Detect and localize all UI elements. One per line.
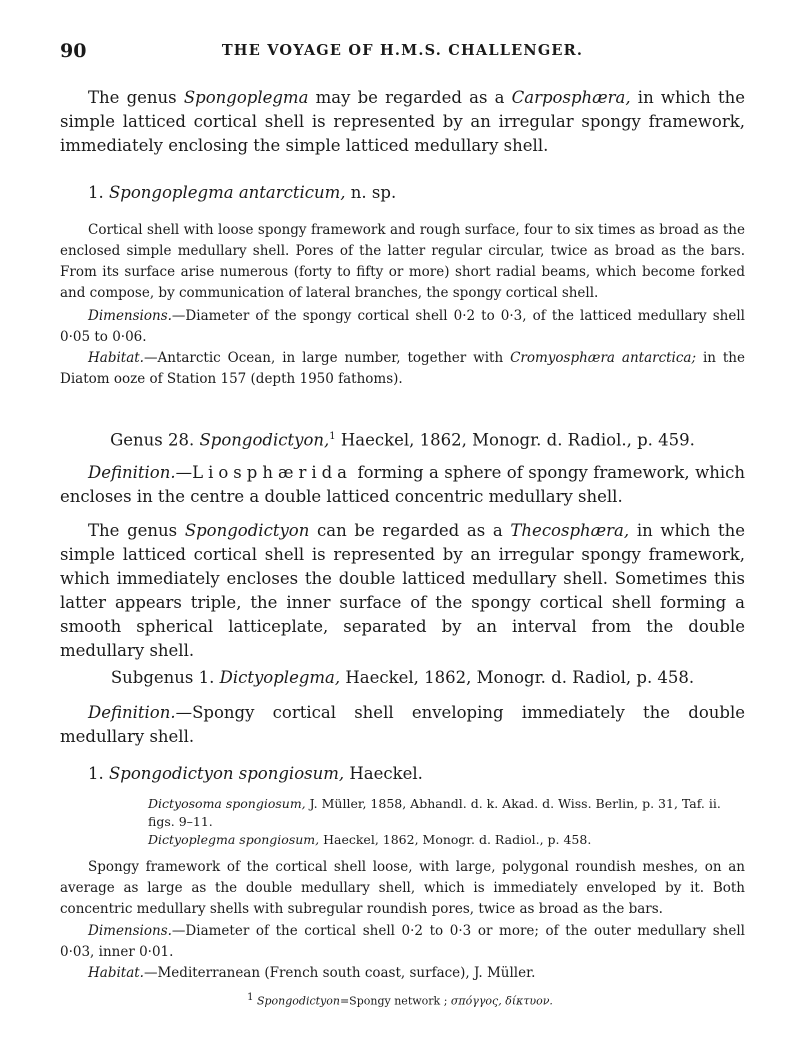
species-2-habitat: Habitat.—Mediterranean (French south coast, surface), J. Müller.: [88, 965, 536, 981]
page-number: 90: [60, 40, 87, 62]
footnote: $^1$ Spongodictyon=Spongy network ; σπόγγος, δίκτυον.: [247, 992, 553, 1008]
running-title: THE VOYAGE OF H.M.S. CHALLENGER.: [221, 42, 584, 59]
synonymy-reference-2: Dictyoplegma spongiosum, Haeckel, 1862, Monogr. d. Radiol., p. 458.: [148, 832, 592, 847]
species-2-dimensions: Dimensions.—Diameter of the cortical shell 0·2 to 0·3 or more; of the outer medullary shell 0·03, inner 0·01.: [60, 923, 745, 960]
page-header: [60, 40, 745, 64]
intro-paragraph: The genus Spongoplegma may be regarded as a Carposphæra, in which the simple latticed cortical shell is represented by an irregular spongy framework, immediately enclosing the simple latticed medullary shell.: [60, 88, 746, 155]
genus-heading: Genus 28. Spongodictyon,$^1$ Haeckel, 1862, Monogr. d. Radiol., p. 459.: [110, 430, 695, 450]
species-1-dimensions: Dimensions.—Diameter of the spongy cortical shell 0·2 to 0·3, of the latticed medullary shell 0·05 to 0·06.: [60, 308, 745, 345]
subgenus-definition: Definition.—Spongy cortical shell enveloping immediately the double medullary shell.: [60, 703, 745, 746]
synonymy-reference-1: Dictyosoma spongiosum, J. Müller, 1858, Abhandl. d. k. Akad. d. Wiss. Berlin, p. 31, Taf. ii. figs. 9–11.: [148, 796, 721, 829]
species-1-habitat: Habitat.—Antarctic Ocean, in large number, together with Cromyosphæra antarctica; in the Diatom ooze of Station 157 (depth 1950 fathoms).: [60, 350, 745, 387]
subgenus-heading: Subgenus 1. Dictyoplegma, Haeckel, 1862, Monogr. d. Radiol, p. 458.: [110, 668, 695, 687]
genus-definition: Definition.—Liosphærida forming a sphere of spongy framework, which encloses in the centre a double latticed concentric medullary shell.: [60, 463, 745, 506]
species-1-description: Cortical shell with loose spongy framework and rough surface, four to six times as broad as the enclosed simple medullary shell. Pores of the latter regular circular, twice as broad as the bars. From its surface arise numerous (forty to fifty or more) short radial beams, which become forked and compose, by communication of lateral branches, the spongy cortical shell.: [60, 222, 745, 301]
species-heading-1: 1. Spongoplegma antarcticum, n. sp.: [88, 183, 397, 202]
genus-paragraph: The genus Spongodictyon can be regarded as a Thecosphæra, in which the simple latticed cortical shell is represented by an irregular spongy framework, which immediately encloses the double latticed medullary shell. Sometimes this latter appears triple, the inner surface of the spongy cortical shell forming a smooth spherical latticeplate, separated by an interval from the double medullary shell.: [60, 521, 745, 660]
species-2-description: Spongy framework of the cortical shell loose, with large, polygonal roundish meshes, on an average as large as the double medullary shell, which is immediately enveloped by it. Both concentric medullary shells with subregular roundish pores, twice as broad as the bars.: [60, 859, 745, 917]
species-heading-2: 1. Spongodictyon spongiosum, Haeckel.: [88, 764, 423, 783]
